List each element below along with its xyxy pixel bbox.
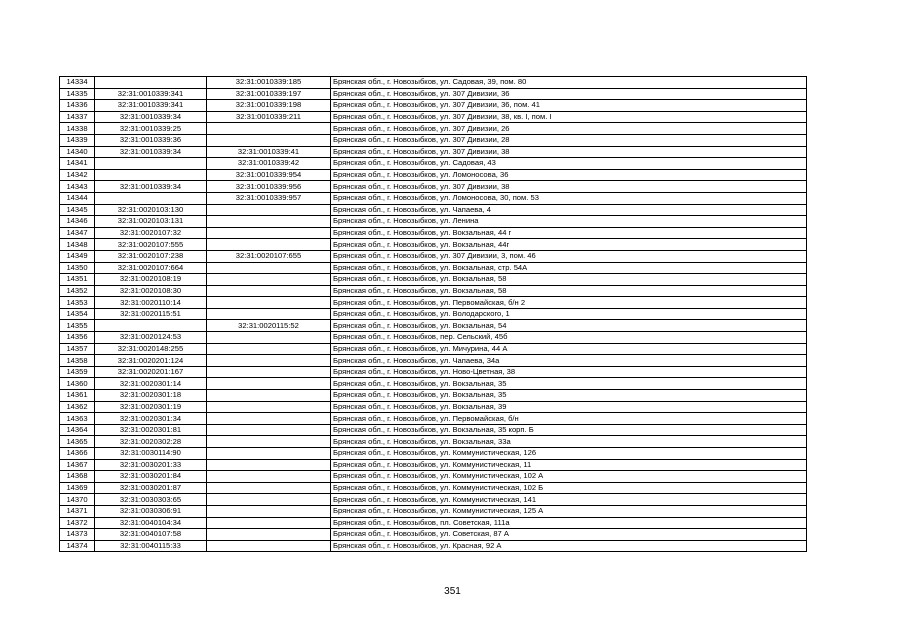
related-cadastral-number-cell [207, 459, 331, 471]
address-cell: Брянская обл., г. Новозыбков, ул. 307 Дивизии, 28 [331, 134, 807, 146]
cadastral-number-cell: 32:31:0020110:14 [95, 297, 207, 309]
cadastral-number-cell: 32:31:0010339:341 [95, 100, 207, 112]
table-row [60, 192, 807, 204]
related-cadastral-number-cell: 32:31:0010339:197 [207, 88, 331, 100]
address-cell: Брянская обл., г. Новозыбков, ул. Красная, 92 А [331, 540, 807, 552]
related-cadastral-number-cell [207, 274, 331, 286]
address-cell: Брянская обл., г. Новозыбков, ул. Ленина [331, 216, 807, 228]
address-cell: Брянская обл., г. Новозыбков, пер. Сельский, 45б [331, 332, 807, 344]
cadastral-number-cell: 32:31:0020301:81 [95, 424, 207, 436]
related-cadastral-number-cell [207, 505, 331, 517]
table-row [60, 355, 807, 367]
table-row [60, 158, 807, 170]
table-row [60, 459, 807, 471]
address-cell: Брянская обл., г. Новозыбков, ул. 307 Дивизии, 26 [331, 123, 807, 135]
row-number-cell: 14354 [60, 308, 95, 320]
table-row [60, 390, 807, 402]
table-row [60, 494, 807, 506]
address-cell: Брянская обл., г. Новозыбков, ул. Коммунистическая, 102 А [331, 471, 807, 483]
related-cadastral-number-cell [207, 366, 331, 378]
row-number-cell: 14343 [60, 181, 95, 193]
cadastral-number-cell: 32:31:0020201:167 [95, 366, 207, 378]
address-cell: Брянская обл., г. Новозыбков, ул. Садовая, 39, пом. 80 [331, 77, 807, 89]
row-number-cell: 14348 [60, 239, 95, 251]
row-number-cell: 14349 [60, 250, 95, 262]
cadastral-number-cell: 32:31:0020301:34 [95, 413, 207, 425]
cadastral-number-cell: 32:31:0020108:30 [95, 285, 207, 297]
cadastral-number-cell: 32:31:0020107:238 [95, 250, 207, 262]
address-cell: Брянская обл., г. Новозыбков, ул. Вокзальная, 33а [331, 436, 807, 448]
row-number-cell: 14346 [60, 216, 95, 228]
row-number-cell: 14352 [60, 285, 95, 297]
related-cadastral-number-cell: 32:31:0010339:185 [207, 77, 331, 89]
cadastral-number-cell: 32:31:0030201:84 [95, 471, 207, 483]
address-cell: Брянская обл., г. Новозыбков, пл. Советская, 111а [331, 517, 807, 529]
row-number-cell: 14369 [60, 482, 95, 494]
address-cell: Брянская обл., г. Новозыбков, ул. Советская, 87 А [331, 529, 807, 541]
related-cadastral-number-cell: 32:31:0010339:956 [207, 181, 331, 193]
table-row [60, 482, 807, 494]
page-number: 351 [444, 586, 461, 597]
address-cell: Брянская обл., г. Новозыбков, ул. Володарского, 1 [331, 308, 807, 320]
address-cell: Брянская обл., г. Новозыбков, ул. Вокзальная, 35 [331, 378, 807, 390]
related-cadastral-number-cell [207, 517, 331, 529]
cadastral-number-cell [95, 320, 207, 332]
related-cadastral-number-cell [207, 134, 331, 146]
row-number-cell: 14344 [60, 192, 95, 204]
address-cell: Брянская обл., г. Новозыбков, ул. Ново-Цветная, 38 [331, 366, 807, 378]
address-cell: Брянская обл., г. Новозыбков, ул. Вокзальная, 35 корп. Б [331, 424, 807, 436]
address-cell: Брянская обл., г. Новозыбков, ул. Вокзальная, 58 [331, 285, 807, 297]
cadastral-number-cell: 32:31:0020107:664 [95, 262, 207, 274]
table-row [60, 239, 807, 251]
related-cadastral-number-cell: 32:31:0010339:42 [207, 158, 331, 170]
cadastral-number-cell: 32:31:0010339:341 [95, 88, 207, 100]
cadastral-number-cell: 32:31:0010339:34 [95, 111, 207, 123]
related-cadastral-number-cell [207, 308, 331, 320]
address-cell: Брянская обл., г. Новозыбков, ул. Садовая, 43 [331, 158, 807, 170]
table-row [60, 134, 807, 146]
table-row [60, 366, 807, 378]
related-cadastral-number-cell: 32:31:0020115:52 [207, 320, 331, 332]
table-row [60, 123, 807, 135]
table-row [60, 262, 807, 274]
cadastral-number-cell: 32:31:0020301:14 [95, 378, 207, 390]
row-number-cell: 14334 [60, 77, 95, 89]
row-number-cell: 14367 [60, 459, 95, 471]
address-cell: Брянская обл., г. Новозыбков, ул. 307 Дивизии, 3, пом. 46 [331, 250, 807, 262]
table-row [60, 529, 807, 541]
table-row [60, 274, 807, 286]
table-row [60, 505, 807, 517]
address-cell: Брянская обл., г. Новозыбков, ул. Вокзальная, 58 [331, 274, 807, 286]
row-number-cell: 14359 [60, 366, 95, 378]
row-number-cell: 14340 [60, 146, 95, 158]
address-cell: Брянская обл., г. Новозыбков, ул. 307 Дивизии, 38, кв. I, пом. I [331, 111, 807, 123]
related-cadastral-number-cell [207, 216, 331, 228]
cadastral-number-cell: 32:31:0010339:34 [95, 146, 207, 158]
registry-table [59, 76, 807, 552]
related-cadastral-number-cell [207, 355, 331, 367]
related-cadastral-number-cell [207, 378, 331, 390]
row-number-cell: 14336 [60, 100, 95, 112]
related-cadastral-number-cell: 32:31:0020107:655 [207, 250, 331, 262]
address-cell: Брянская обл., г. Новозыбков, ул. Чапаева, 34а [331, 355, 807, 367]
address-cell: Брянская обл., г. Новозыбков, ул. Вокзальная, 39 [331, 401, 807, 413]
cadastral-number-cell: 32:31:0020301:18 [95, 390, 207, 402]
address-cell: Брянская обл., г. Новозыбков, ул. Вокзальная, стр. 54А [331, 262, 807, 274]
related-cadastral-number-cell: 32:31:0010339:957 [207, 192, 331, 204]
table-row [60, 436, 807, 448]
cadastral-number-cell: 32:31:0030306:91 [95, 505, 207, 517]
address-cell: Брянская обл., г. Новозыбков, ул. Вокзальная, 35 [331, 390, 807, 402]
cadastral-number-cell: 32:31:0020302:28 [95, 436, 207, 448]
related-cadastral-number-cell [207, 471, 331, 483]
table-row [60, 111, 807, 123]
table-row [60, 332, 807, 344]
related-cadastral-number-cell [207, 424, 331, 436]
cadastral-number-cell: 32:31:0020107:32 [95, 227, 207, 239]
related-cadastral-number-cell: 32:31:0010339:41 [207, 146, 331, 158]
row-number-cell: 14364 [60, 424, 95, 436]
row-number-cell: 14374 [60, 540, 95, 552]
table-row [60, 100, 807, 112]
table-row [60, 308, 807, 320]
address-cell: Брянская обл., г. Новозыбков, ул. Чапаева, 4 [331, 204, 807, 216]
table-row [60, 250, 807, 262]
registry-table-body [60, 77, 807, 552]
cadastral-number-cell [95, 158, 207, 170]
related-cadastral-number-cell [207, 448, 331, 460]
address-cell: Брянская обл., г. Новозыбков, ул. Вокзальная, 44г [331, 239, 807, 251]
related-cadastral-number-cell: 32:31:0010339:954 [207, 169, 331, 181]
table-row [60, 424, 807, 436]
address-cell: Брянская обл., г. Новозыбков, ул. Мичурина, 44 А [331, 343, 807, 355]
cadastral-number-cell: 32:31:0010339:36 [95, 134, 207, 146]
cadastral-number-cell [95, 77, 207, 89]
address-cell: Брянская обл., г. Новозыбков, ул. Первомайская, б/н [331, 413, 807, 425]
table-row [60, 204, 807, 216]
cadastral-number-cell: 32:31:0020148:255 [95, 343, 207, 355]
address-cell: Брянская обл., г. Новозыбков, ул. 307 Дивизии, 38 [331, 181, 807, 193]
related-cadastral-number-cell [207, 494, 331, 506]
address-cell: Брянская обл., г. Новозыбков, ул. Первомайская, б/н 2 [331, 297, 807, 309]
table-row [60, 448, 807, 460]
related-cadastral-number-cell [207, 540, 331, 552]
row-number-cell: 14368 [60, 471, 95, 483]
address-cell: Брянская обл., г. Новозыбков, ул. 307 Дивизии, 38 [331, 146, 807, 158]
row-number-cell: 14337 [60, 111, 95, 123]
row-number-cell: 14357 [60, 343, 95, 355]
address-cell: Брянская обл., г. Новозыбков, ул. Ломоносова, 36 [331, 169, 807, 181]
row-number-cell: 14339 [60, 134, 95, 146]
row-number-cell: 14358 [60, 355, 95, 367]
row-number-cell: 14350 [60, 262, 95, 274]
cadastral-number-cell: 32:31:0020103:130 [95, 204, 207, 216]
table-row [60, 227, 807, 239]
row-number-cell: 14366 [60, 448, 95, 460]
table-row [60, 297, 807, 309]
row-number-cell: 14361 [60, 390, 95, 402]
cadastral-number-cell [95, 192, 207, 204]
related-cadastral-number-cell [207, 332, 331, 344]
cadastral-number-cell: 32:31:0040115:33 [95, 540, 207, 552]
address-cell: Брянская обл., г. Новозыбков, ул. Коммунистическая, 126 [331, 448, 807, 460]
cadastral-number-cell: 32:31:0040107:58 [95, 529, 207, 541]
table-row [60, 401, 807, 413]
table-row [60, 285, 807, 297]
table-row [60, 540, 807, 552]
row-number-cell: 14353 [60, 297, 95, 309]
related-cadastral-number-cell: 32:31:0010339:198 [207, 100, 331, 112]
row-number-cell: 14372 [60, 517, 95, 529]
row-number-cell: 14355 [60, 320, 95, 332]
row-number-cell: 14356 [60, 332, 95, 344]
address-cell: Брянская обл., г. Новозыбков, ул. Коммунистическая, 102 Б [331, 482, 807, 494]
related-cadastral-number-cell [207, 123, 331, 135]
cadastral-number-cell: 32:31:0020107:555 [95, 239, 207, 251]
table-row [60, 378, 807, 390]
address-cell: Брянская обл., г. Новозыбков, ул. Коммунистическая, 125 А [331, 505, 807, 517]
address-cell: Брянская обл., г. Новозыбков, ул. Коммунистическая, 141 [331, 494, 807, 506]
cadastral-number-cell: 32:31:0020301:19 [95, 401, 207, 413]
cadastral-number-cell: 32:31:0020103:131 [95, 216, 207, 228]
address-cell: Брянская обл., г. Новозыбков, ул. Коммунистическая, 11 [331, 459, 807, 471]
table-row [60, 216, 807, 228]
table-row [60, 77, 807, 89]
row-number-cell: 14360 [60, 378, 95, 390]
row-number-cell: 14365 [60, 436, 95, 448]
related-cadastral-number-cell [207, 413, 331, 425]
address-cell: Брянская обл., г. Новозыбков, ул. Ломоносова, 30, пом. 53 [331, 192, 807, 204]
row-number-cell: 14363 [60, 413, 95, 425]
related-cadastral-number-cell [207, 343, 331, 355]
related-cadastral-number-cell [207, 390, 331, 402]
row-number-cell: 14373 [60, 529, 95, 541]
table-row [60, 343, 807, 355]
row-number-cell: 14370 [60, 494, 95, 506]
related-cadastral-number-cell [207, 436, 331, 448]
row-number-cell: 14362 [60, 401, 95, 413]
related-cadastral-number-cell [207, 227, 331, 239]
related-cadastral-number-cell [207, 239, 331, 251]
table-row [60, 320, 807, 332]
row-number-cell: 14342 [60, 169, 95, 181]
row-number-cell: 14341 [60, 158, 95, 170]
row-number-cell: 14371 [60, 505, 95, 517]
cadastral-number-cell: 32:31:0020201:124 [95, 355, 207, 367]
related-cadastral-number-cell [207, 529, 331, 541]
cadastral-number-cell: 32:31:0010339:34 [95, 181, 207, 193]
cadastral-number-cell: 32:31:0020108:19 [95, 274, 207, 286]
related-cadastral-number-cell: 32:31:0010339:211 [207, 111, 331, 123]
related-cadastral-number-cell [207, 297, 331, 309]
table-row [60, 517, 807, 529]
cadastral-number-cell: 32:31:0040104:34 [95, 517, 207, 529]
table-row [60, 471, 807, 483]
related-cadastral-number-cell [207, 204, 331, 216]
cadastral-number-cell: 32:31:0010339:25 [95, 123, 207, 135]
row-number-cell: 14335 [60, 88, 95, 100]
cadastral-number-cell: 32:31:0020115:51 [95, 308, 207, 320]
address-cell: Брянская обл., г. Новозыбков, ул. Вокзальная, 54 [331, 320, 807, 332]
cadastral-number-cell: 32:31:0030201:33 [95, 459, 207, 471]
row-number-cell: 14351 [60, 274, 95, 286]
table-row [60, 169, 807, 181]
table-row [60, 88, 807, 100]
row-number-cell: 14338 [60, 123, 95, 135]
row-number-cell: 14347 [60, 227, 95, 239]
related-cadastral-number-cell [207, 285, 331, 297]
table-row [60, 146, 807, 158]
row-number-cell: 14345 [60, 204, 95, 216]
cadastral-number-cell: 32:31:0020124:53 [95, 332, 207, 344]
address-cell: Брянская обл., г. Новозыбков, ул. Вокзальная, 44 г [331, 227, 807, 239]
cadastral-number-cell: 32:31:0030201:87 [95, 482, 207, 494]
related-cadastral-number-cell [207, 262, 331, 274]
table-row [60, 181, 807, 193]
related-cadastral-number-cell [207, 482, 331, 494]
cadastral-number-cell: 32:31:0030303:65 [95, 494, 207, 506]
address-cell: Брянская обл., г. Новозыбков, ул. 307 Дивизии, 36, пом. 41 [331, 100, 807, 112]
cadastral-number-cell [95, 169, 207, 181]
related-cadastral-number-cell [207, 401, 331, 413]
cadastral-number-cell: 32:31:0030114:90 [95, 448, 207, 460]
table-row [60, 413, 807, 425]
address-cell: Брянская обл., г. Новозыбков, ул. 307 Дивизии, 36 [331, 88, 807, 100]
